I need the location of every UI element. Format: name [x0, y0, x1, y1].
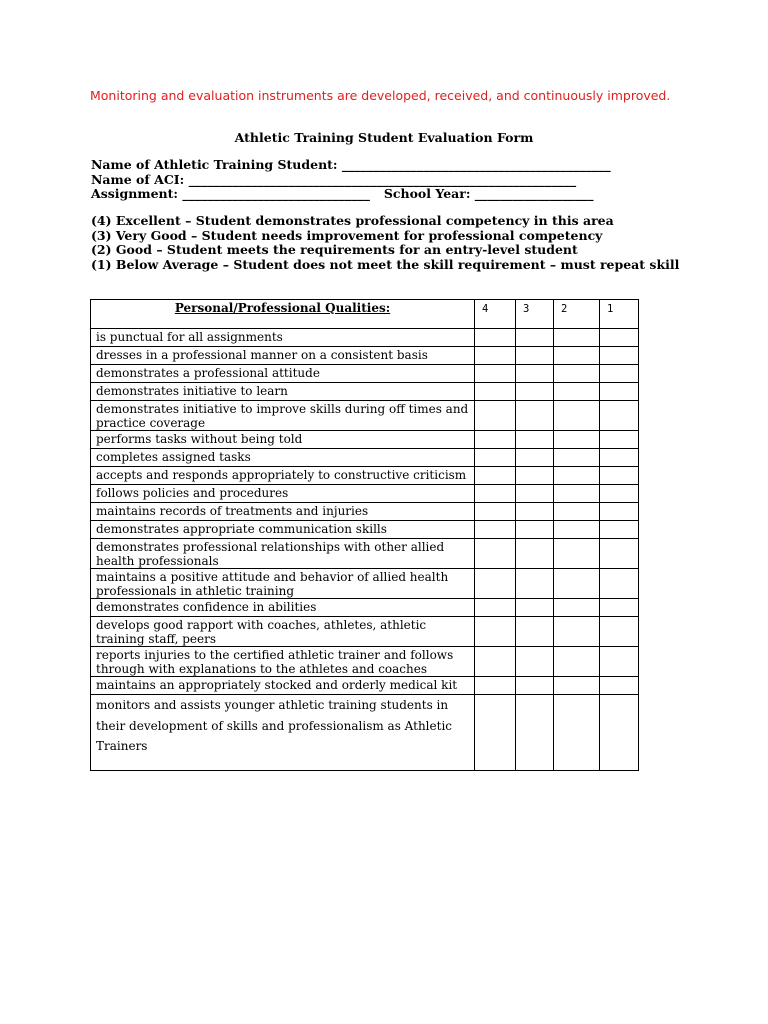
score-header-1: 1 — [600, 300, 639, 329]
quality-label: is punctual for all assignments — [91, 329, 475, 347]
score-cell-3[interactable] — [516, 539, 554, 569]
score-cell-2[interactable] — [554, 449, 600, 467]
quality-label: reports injuries to the certified athletic trainer and follows through with explanations to the athletes and coaches — [91, 647, 475, 677]
score-cell-1[interactable] — [600, 503, 639, 521]
score-cell-4[interactable] — [475, 539, 516, 569]
score-cell-4[interactable] — [475, 365, 516, 383]
score-cell-3[interactable] — [516, 347, 554, 365]
score-cell-2[interactable] — [554, 521, 600, 539]
table-row — [91, 449, 639, 467]
score-cell-1[interactable] — [600, 647, 639, 677]
score-cell-4[interactable] — [475, 329, 516, 347]
score-cell-3[interactable] — [516, 677, 554, 695]
score-cell-3[interactable] — [516, 365, 554, 383]
score-cell-4[interactable] — [475, 695, 516, 771]
table-row — [91, 521, 639, 539]
qualities-table — [90, 299, 639, 771]
quality-label: demonstrates initiative to improve skills during off times and practice coverage — [91, 401, 475, 431]
score-cell-4[interactable] — [475, 401, 516, 431]
score-cell-3[interactable] — [516, 449, 554, 467]
banner-text: Monitoring and evaluation instruments are developed, received, and continuously improved. — [90, 88, 671, 103]
score-cell-2[interactable] — [554, 617, 600, 647]
score-cell-3[interactable] — [516, 383, 554, 401]
score-cell-1[interactable] — [600, 467, 639, 485]
score-cell-3[interactable] — [516, 569, 554, 599]
form-title: Athletic Training Student Evaluation Form — [234, 130, 534, 145]
score-cell-2[interactable] — [554, 401, 600, 431]
score-cell-1[interactable] — [600, 485, 639, 503]
table-row — [91, 569, 639, 599]
quality-label: maintains a positive attitude and behavior of allied health professionals in athletic training — [91, 569, 475, 599]
quality-label: follows policies and procedures — [91, 485, 475, 503]
aci-name-field[interactable]: Name of ACI: ______________________________________________________________ — [91, 171, 577, 187]
score-cell-2[interactable] — [554, 503, 600, 521]
table-row — [91, 467, 639, 485]
score-cell-2[interactable] — [554, 329, 600, 347]
rating-scale — [91, 214, 679, 272]
score-cell-4[interactable] — [475, 617, 516, 647]
score-cell-4[interactable] — [475, 677, 516, 695]
quality-label: demonstrates a professional attitude — [91, 365, 475, 383]
qualities-header: Personal/Professional Qualities: — [91, 300, 475, 329]
score-cell-4[interactable] — [475, 503, 516, 521]
score-cell-4[interactable] — [475, 599, 516, 617]
score-cell-4[interactable] — [475, 647, 516, 677]
quality-label: develops good rapport with coaches, athletes, athletic training staff, peers — [91, 617, 475, 647]
score-cell-2[interactable] — [554, 539, 600, 569]
score-cell-3[interactable] — [516, 695, 554, 771]
table-row — [91, 647, 639, 677]
score-cell-1[interactable] — [600, 569, 639, 599]
quality-label: demonstrates initiative to learn — [91, 383, 475, 401]
score-cell-1[interactable] — [600, 401, 639, 431]
table-row — [91, 599, 639, 617]
score-cell-1[interactable] — [600, 347, 639, 365]
score-cell-1[interactable] — [600, 539, 639, 569]
score-cell-1[interactable] — [600, 383, 639, 401]
score-cell-2[interactable] — [554, 383, 600, 401]
scale-item: (4) Excellent – Student demonstrates professional competency in this area — [91, 213, 614, 228]
score-cell-1[interactable] — [600, 617, 639, 647]
form-fields — [91, 158, 611, 202]
quality-label: demonstrates appropriate communication skills — [91, 521, 475, 539]
quality-label: accepts and responds appropriately to constructive criticism — [91, 467, 475, 485]
score-cell-1[interactable] — [600, 329, 639, 347]
table-row — [91, 401, 639, 431]
score-cell-3[interactable] — [516, 647, 554, 677]
score-cell-1[interactable] — [600, 449, 639, 467]
table-row — [91, 617, 639, 647]
score-cell-2[interactable] — [554, 569, 600, 599]
table-row — [91, 365, 639, 383]
score-cell-2[interactable] — [554, 677, 600, 695]
score-cell-3[interactable] — [516, 329, 554, 347]
score-cell-1[interactable] — [600, 521, 639, 539]
score-cell-3[interactable] — [516, 467, 554, 485]
score-cell-1[interactable] — [600, 431, 639, 449]
score-header-4: 4 — [475, 300, 516, 329]
table-row — [91, 329, 639, 347]
table-row — [91, 485, 639, 503]
score-cell-2[interactable] — [554, 347, 600, 365]
table-header-row — [91, 300, 639, 329]
score-cell-3[interactable] — [516, 431, 554, 449]
score-cell-4[interactable] — [475, 521, 516, 539]
score-cell-2[interactable] — [554, 647, 600, 677]
scale-item: (3) Very Good – Student needs improvement for professional competency — [91, 227, 603, 243]
score-cell-2[interactable] — [554, 365, 600, 383]
scale-item: (2) Good – Student meets the requirements for an entry-level student — [91, 242, 578, 257]
quality-label: completes assigned tasks — [91, 449, 475, 467]
table-row — [91, 431, 639, 449]
score-cell-4[interactable] — [475, 569, 516, 599]
score-cell-4[interactable] — [475, 431, 516, 449]
quality-label: maintains records of treatments and injuries — [91, 503, 475, 521]
score-cell-4[interactable] — [475, 383, 516, 401]
quality-label: demonstrates confidence in abilities — [91, 599, 475, 617]
score-cell-3[interactable] — [516, 599, 554, 617]
score-cell-4[interactable] — [475, 449, 516, 467]
score-cell-2[interactable] — [554, 695, 600, 771]
table-row — [91, 347, 639, 365]
score-cell-2[interactable] — [554, 599, 600, 617]
table-row — [91, 677, 639, 695]
scale-item: (1) Below Average – Student does not meet the skill requirement – must repeat skill — [91, 256, 680, 272]
score-cell-3[interactable] — [516, 617, 554, 647]
table-row — [91, 503, 639, 521]
score-header-3: 3 — [516, 300, 554, 329]
table-row — [91, 383, 639, 401]
quality-label: demonstrates professional relationships with other allied health professionals — [91, 539, 475, 569]
score-cell-4[interactable] — [475, 347, 516, 365]
student-name-field[interactable]: Name of Athletic Training Student: ___________________________________________ — [91, 157, 611, 172]
score-cell-3[interactable] — [516, 503, 554, 521]
score-cell-2[interactable] — [554, 467, 600, 485]
school-year-field[interactable]: School Year: ___________________ — [383, 186, 594, 201]
score-cell-3[interactable] — [516, 485, 554, 503]
score-cell-3[interactable] — [516, 521, 554, 539]
score-cell-3[interactable] — [516, 401, 554, 431]
quality-label: performs tasks without being told — [91, 431, 475, 449]
score-header-2: 2 — [554, 300, 600, 329]
assignment-field[interactable]: Assignment: ______________________________ — [91, 186, 370, 201]
score-cell-4[interactable] — [475, 485, 516, 503]
quality-label: monitors and assists younger athletic training students in their development of skills and professionalism as Athletic Trainers — [91, 695, 475, 771]
score-cell-1[interactable] — [600, 695, 639, 771]
score-cell-1[interactable] — [600, 365, 639, 383]
score-cell-2[interactable] — [554, 431, 600, 449]
table-row — [91, 695, 639, 771]
score-cell-2[interactable] — [554, 485, 600, 503]
score-cell-1[interactable] — [600, 677, 639, 695]
quality-label: dresses in a professional manner on a consistent basis — [91, 347, 475, 365]
quality-label: maintains an appropriately stocked and orderly medical kit — [91, 677, 475, 695]
score-cell-4[interactable] — [475, 467, 516, 485]
table-row — [91, 539, 639, 569]
score-cell-1[interactable] — [600, 599, 639, 617]
